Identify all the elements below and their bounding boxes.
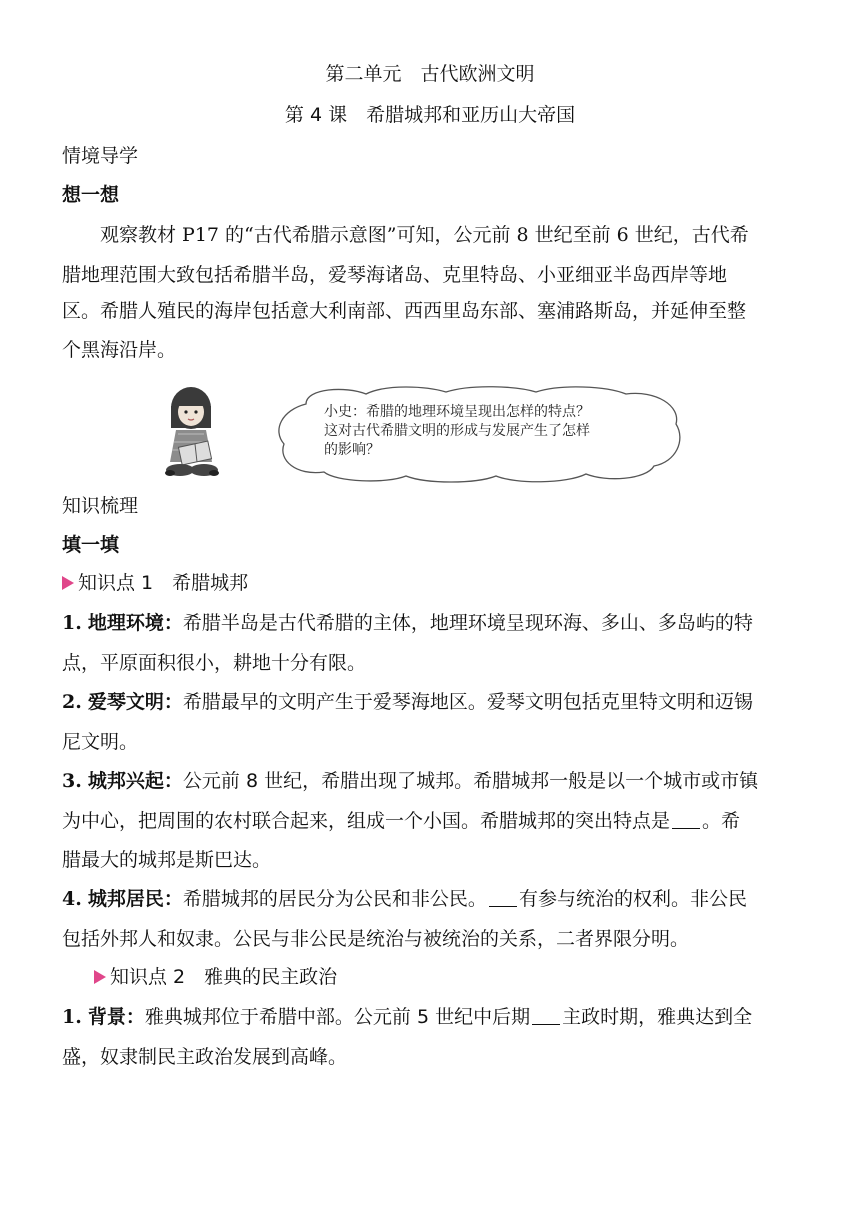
item-text: 。希 (702, 810, 741, 832)
item-text: 希腊城邦的居民分为公民和非公民。 (182, 888, 487, 910)
item-number: 3 (62, 770, 76, 792)
intro-paragraph-line: 腊地理范围大致包括希腊半岛，爱琴海诸岛、克里特岛、小亚细亚半岛西岸等地 (62, 264, 728, 286)
item-text: 为中心，把周围的农村联合起来，组成一个小国。希腊城邦的突出特点是 (62, 810, 671, 832)
item-text: 主政时期，雅典达到全 (562, 1006, 753, 1028)
subsection-heading-think: 想一想 (62, 184, 120, 206)
knowledge-point-1-heading (62, 574, 248, 593)
kp1-item-4-line2: 包括外邦人和奴隶。公民与非公民是统治与被统治的关系，二者界限分明。 (62, 928, 690, 950)
intro-paragraph-line: 个黑海沿岸。 (62, 339, 177, 361)
section-heading-knowledge: 知识梳理 (62, 495, 139, 517)
kp1-item-3: 3. 城邦兴起：公元前 8 世纪，希腊出现了城邦。希腊城邦一般是以一个城市或市镇 (62, 770, 759, 792)
item-text: 有参与统治的权利。非公民 (518, 888, 747, 910)
fill-blank[interactable] (489, 892, 517, 907)
unit-title: 第二单元 古代欧洲文明 (325, 63, 535, 85)
intro-paragraph-line: 区。希腊人殖民的海岸包括意大利南部、西西里岛东部、塞浦路斯岛，并延伸至整 (62, 300, 747, 322)
speech-line: 这对古代希腊文明的形成与发展产生了怎样 (324, 423, 590, 439)
item-number: 1 (62, 612, 76, 634)
kp1-item-1: 1. 地理环境：希腊半岛是古代希腊的主体，地理环境呈现环海、多山、多岛屿的特 (62, 612, 753, 634)
kp1-item-3-line3: 腊最大的城邦是斯巴达。 (62, 849, 272, 871)
kp2-item-1-line2: 盛，奴隶制民主政治发展到高峰。 (62, 1046, 348, 1068)
item-label: 爱琴文明： (87, 691, 183, 713)
kp1-item-3-line2 (62, 812, 740, 831)
kp1-item-1-line2: 点，平原面积很小，耕地十分有限。 (62, 652, 367, 674)
knowledge-point-2-heading (94, 968, 337, 987)
knowledge-point-2-title: 知识点 2 雅典的民主政治 (110, 966, 338, 988)
kp1-item-2-line2: 尼文明。 (62, 731, 139, 753)
subsection-heading-fill: 填一填 (62, 534, 120, 556)
thought-bubble-text (324, 403, 590, 460)
item-label: 城邦兴起： (87, 770, 183, 792)
girl-reading-illustration (156, 384, 226, 480)
kp2-item-1: 1. 背景：雅典城邦位于希腊中部。公元前 5 世纪中后期 主政时期，雅典达到全 (62, 1006, 753, 1028)
fill-blank[interactable] (672, 814, 700, 829)
kp1-item-4: 4. 城邦居民：希腊城邦的居民分为公民和非公民。 有参与统治的权利。非公民 (62, 888, 747, 910)
item-label: 地理环境： (87, 612, 183, 634)
item-text: 雅典城邦位于希腊中部。公元前 5 世纪中后期 (144, 1006, 531, 1028)
intro-paragraph-line: 观察教材 P17 的“古代希腊示意图”可知，公元前 8 世纪至前 6 世纪，古代希 (100, 224, 749, 246)
item-label: 背景： (87, 1006, 145, 1028)
item-text: 公元前 8 世纪，希腊出现了城邦。希腊城邦一般是以一个城市或市镇 (182, 770, 759, 792)
item-label: 城邦居民： (87, 888, 183, 910)
item-number: 4 (62, 888, 76, 910)
item-text: 希腊最早的文明产生于爱琴海地区。爱琴文明包括克里特文明和迈锡 (182, 691, 753, 713)
item-number: 2 (62, 691, 76, 713)
section-heading-intro: 情境导学 (62, 145, 139, 167)
item-text: 希腊半岛是古代希腊的主体，地理环境呈现环海、多山、多岛屿的特 (182, 612, 753, 634)
pink-triangle-marker-icon (62, 576, 74, 590)
lesson-title: 第 4 课 希腊城邦和亚历山大帝国 (284, 104, 576, 126)
item-number: 1 (62, 1006, 76, 1028)
speech-line: 小史：希腊的地理环境呈现出怎样的特点？ (324, 404, 590, 420)
fill-blank[interactable] (532, 1010, 560, 1025)
knowledge-point-1-title: 知识点 1 希腊城邦 (78, 572, 249, 594)
speech-line: 的影响？ (324, 442, 380, 458)
pink-triangle-marker-icon (94, 970, 106, 984)
kp1-item-2: 2. 爱琴文明：希腊最早的文明产生于爱琴海地区。爱琴文明包括克里特文明和迈锡 (62, 691, 753, 713)
